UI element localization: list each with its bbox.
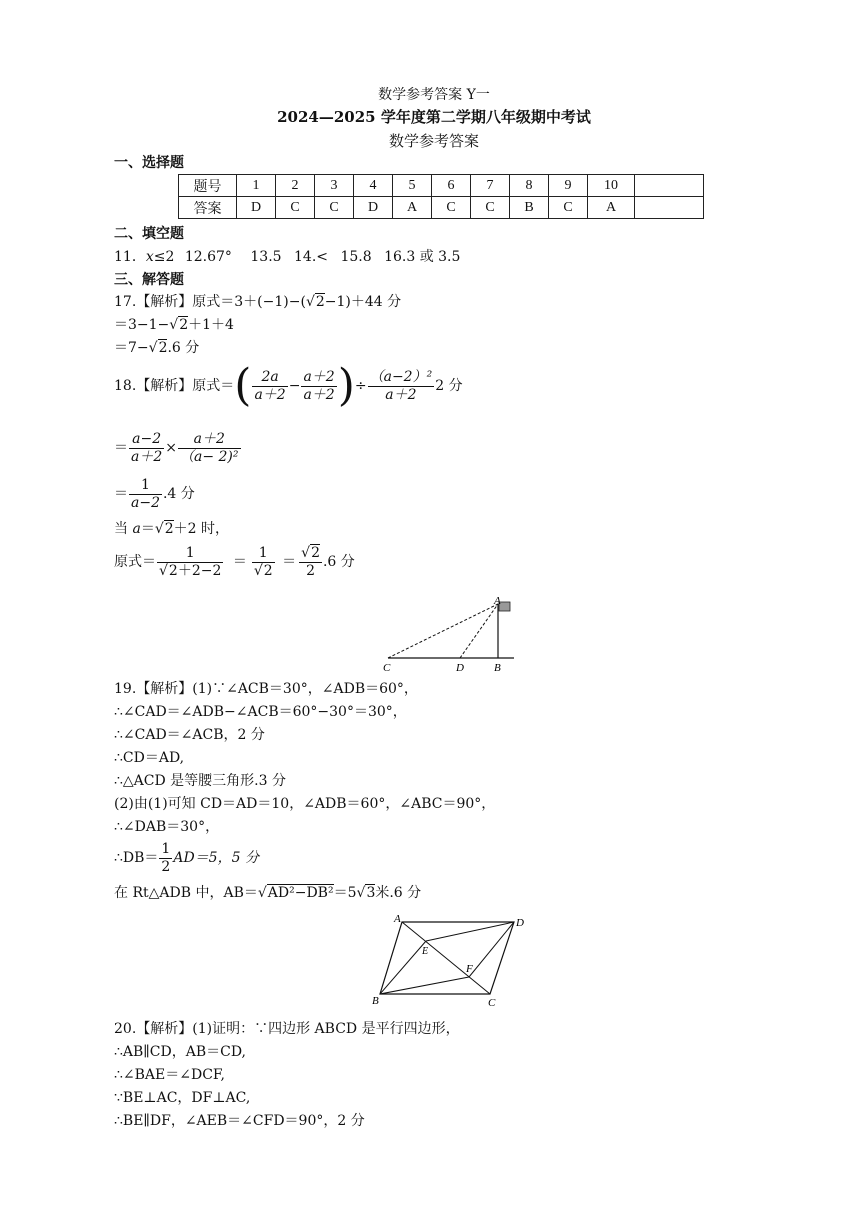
table-cell: 10	[588, 175, 635, 197]
q19-line-2: ∴∠CAD＝∠ADB−∠ACB＝60°−30°＝30°，	[114, 704, 407, 720]
triangle-figure-19	[380, 594, 520, 672]
q19-line-4: ∴CD＝AD,	[114, 750, 185, 766]
label-C: C	[488, 997, 496, 1009]
q19-line-6: (2)由(1)可知 CD＝AD＝10，∠ADB＝60°，∠ABC＝90°，	[114, 796, 496, 812]
label-F: F	[466, 963, 473, 975]
q20-line-5: ∴BE∥DF，∠AEB＝∠CFD＝90°，2 分	[114, 1113, 365, 1129]
exam-title: 2024—2025 学年度第二学期八年级期中考试	[277, 108, 591, 126]
doc-label: 数学参考答案 Y一	[378, 87, 490, 103]
section-solve-title: 三、解答题	[114, 272, 184, 288]
table-cell: 8	[510, 175, 549, 197]
table-cell: A	[588, 197, 635, 219]
q20-line-1: 20.【解析】(1)证明：∵四边形 ABCD 是平行四边形，	[114, 1021, 460, 1037]
table-cell: 3	[315, 175, 354, 197]
table-cell: 5	[393, 175, 432, 197]
table-cell: 4	[354, 175, 393, 197]
table-row	[179, 197, 704, 219]
q17-line-3: ＝7−√2.6 分	[114, 340, 200, 356]
q19-line-5: ∴△ACD 是等腰三角形.3 分	[114, 773, 286, 789]
row-label: 答案	[179, 197, 237, 219]
table-cell-empty	[635, 175, 704, 197]
table-row	[179, 175, 704, 197]
label-D: D	[516, 917, 524, 929]
table-cell: 2	[276, 175, 315, 197]
table-cell: C	[276, 197, 315, 219]
label-B: B	[494, 662, 501, 672]
q18-line-5: 原式＝ $\frac{1}{√2+2-2}$ ＝ $\frac{1}{√2}$ ＝ $\frac{√2}{2}$ .6 分	[114, 544, 355, 579]
q20-line-4: ∵BE⊥AC，DF⊥AC,	[114, 1090, 251, 1106]
q19-line-8: ∴DB＝ $\frac{1}{2}$ AD＝5，5 分	[114, 840, 259, 875]
table-cell: B	[510, 197, 549, 219]
table-cell: 9	[549, 175, 588, 197]
label-E: E	[422, 946, 429, 957]
table-cell: 7	[471, 175, 510, 197]
table-cell: A	[393, 197, 432, 219]
row-label: 题号	[179, 175, 237, 197]
q17-line-1: 17.【解析】原式＝3＋(−1)−(√2−1)＋44 分	[114, 294, 402, 310]
q20-line-3: ∴∠BAE＝∠DCF,	[114, 1067, 225, 1083]
exam-subtitle: 数学参考答案	[388, 132, 479, 150]
q18-line-3: ＝ $\frac{1}{a-2}$ .4 分	[114, 476, 195, 511]
q17-line-2: ＝3−1−√2＋1＋4	[114, 317, 234, 333]
fill-answers: 11．x≤2 12.67° 13.5 14.< 15.8 16.3 或 3.5	[114, 249, 461, 265]
parallelogram-figure-20	[370, 910, 530, 1010]
q19-line-3: ∴∠CAD＝∠ACB，2 分	[114, 727, 265, 743]
q18-line-2: ＝ $\frac{a-2}{a+2}$ × $\frac{a+2}{\text{（a− 2)²}}$	[114, 430, 239, 465]
answer-table	[178, 174, 704, 219]
label-B: B	[372, 995, 379, 1007]
table-cell: C	[315, 197, 354, 219]
table-cell: 1	[237, 175, 276, 197]
label-D: D	[456, 662, 464, 672]
table-cell: 6	[432, 175, 471, 197]
table-cell: D	[237, 197, 276, 219]
q18-line-1: 18.【解析】原式＝( $\frac{2a}{a+2}$ − $\frac{a+2}{a+2}$ )÷ $\frac{\text{（a−2）²}}{a+2}$ 2 分	[114, 360, 463, 411]
label-A: A	[494, 595, 501, 607]
q19-line-9: 在 Rt△ADB 中，AB＝√AD²−DB²＝5√3米.6 分	[114, 885, 422, 901]
table-cell: C	[471, 197, 510, 219]
q20-line-2: ∴AB∥CD，AB＝CD,	[114, 1044, 246, 1060]
q18-line-4: 当 a＝√2＋2 时，	[114, 521, 230, 537]
q19-line-7: ∴∠DAB＝30°，	[114, 819, 220, 835]
q19-line-1: 19.【解析】(1)∵∠ACB＝30°，∠ADB＝60°，	[114, 681, 418, 697]
table-cell: D	[354, 197, 393, 219]
table-cell: C	[432, 197, 471, 219]
section-choice-title: 一、选择题	[114, 155, 184, 171]
label-C: C	[383, 662, 391, 672]
table-cell-empty	[635, 197, 704, 219]
section-fill-title: 二、填空题	[114, 226, 184, 242]
label-A: A	[394, 913, 401, 925]
table-cell: C	[549, 197, 588, 219]
